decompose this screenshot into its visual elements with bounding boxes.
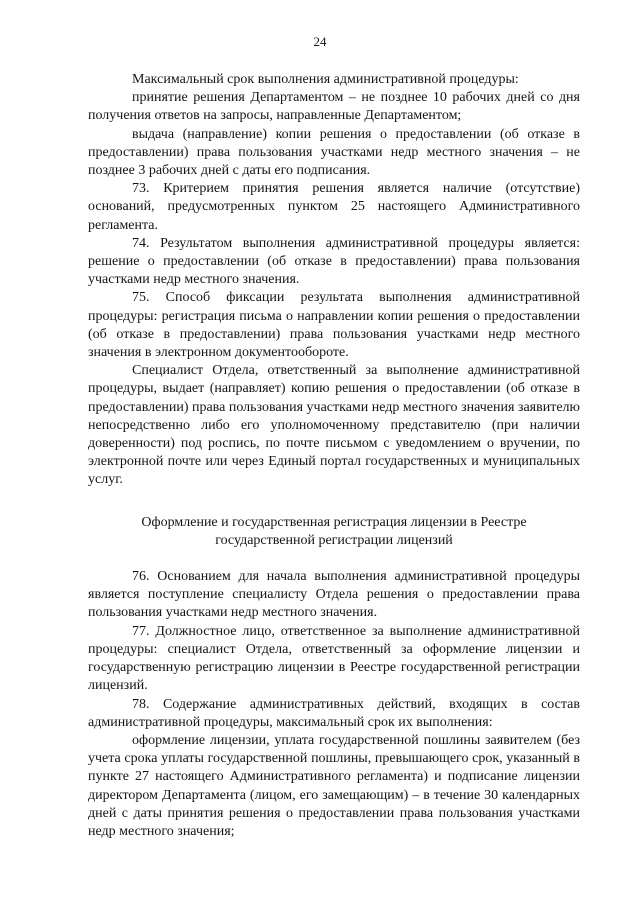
paragraph-76: 76. Основанием для начала выполнения административной процедуры является поступление специалисту Отдела решения о предоставлении права пользования участками недр местного значения. [88,569,580,621]
section-heading-line-2: государственной регистрации лицензий [215,532,453,548]
paragraph-specialist: Специалист Отдела, ответственный за выполнение административной процедуры, выдает (направляет) копию решения о предоставлении (об отказе в предоставлении) права пользования участками недр местного значения заявителю непосредственно либо его уполномоченному представителю (при наличии доверенности) под роспись, по почте письмом с уведомлением о вручении, по электронной почте или через Единый портал государственных и муниципальных услуг. [88,363,580,488]
paragraph-78: 78. Содержание административных действий, входящих в состав административной процедуры, максимальный срок их выполнения: [88,696,580,730]
paragraph-max-term: Максимальный срок выполнения административной процедуры: [132,72,519,87]
page-number: 24 [313,34,327,49]
paragraph-73: 73. Критерием принятия решения является наличие (отсутствие) оснований, предусмотренных пунктом 25 настоящего Административного регламента. [88,181,580,233]
section-heading-line-1: Оформление и государственная регистрация лицензии в Реестре [141,514,527,530]
paragraph-77: 77. Должностное лицо, ответственное за выполнение административной процедуры: специалист Отдела, ответственный за оформление лицензии и государственную регистрацию лицензии в Реестре государственной регистрации лицензий. [88,623,580,694]
document-body [88,71,580,841]
paragraph-75: 75. Способ фиксации результата выполнения административной процедуры: регистрация письма о направлении копии решения о предоставлении (об отказе в предоставлении) права пользования участками недр местного значения в электронном документообороте. [88,290,580,361]
paragraph-decision-deadline: принятие решения Департаментом – не позднее 10 рабочих дней со дня получения ответов на запросы, направленные Департаментом; [88,90,580,124]
paragraph-74: 74. Результатом выполнения административной процедуры является: решение о предоставлении (об отказе в предоставлении) права пользования участками недр местного значения. [88,235,580,288]
section-heading [88,514,580,550]
paragraph-copy-issue-deadline: выдача (направление) копии решения о предоставлении (об отказе в предоставлении) права пользования участками недр местного значения – не позднее 3 рабочих дней с даты его подписания. [88,126,580,179]
paragraph-license-preparation: оформление лицензии, уплата государственной пошлины заявителем (без учета срока уплаты государственной пошлины, превышающего срок, указанный в пункте 27 настоящего Административного регламента) и подписание лицензии директором Департамента (лицом, его замещающим) – в течение 30 календарных дней с даты принятия решения о предоставлении права пользования участками недр местного значения; [88,732,580,839]
